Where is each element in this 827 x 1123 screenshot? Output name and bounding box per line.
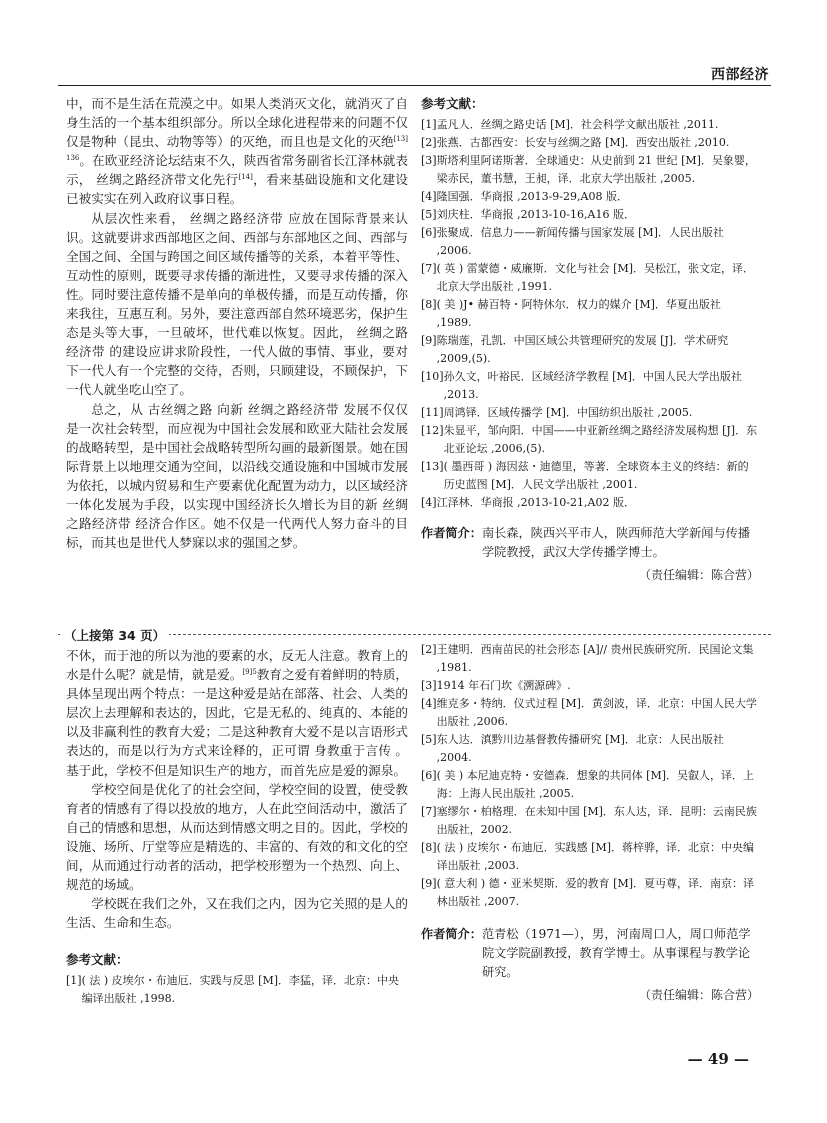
reference-text: 周鸿铎．区域传播学 [M]．中国纺织出版社 ,2005. [443, 406, 693, 419]
references-title: 参考文献： [421, 96, 484, 111]
reference-list-bottom-right [421, 641, 759, 911]
editor-credit: （责任编辑：陈合营） [638, 568, 759, 582]
reference-number: [7] [421, 805, 437, 818]
reference-text: 朱显平，邹向阳．中国——中亚新丝绸之路经济发展构想 [J]．东北亚论坛 ,2006,(5). [443, 424, 758, 455]
paragraph-text: 从层次性来看， 丝绸之路经济带 应放在国际背景来认识。这就要讲求西部地区之间、西部与东部地区之间、西部与全国之间、全国与跨国之间区域传播等的关系，本着平等性、互动性的原则，既要寻求传播的渐进性，又要寻求传播的深入性。同时要注意传播不是单向的单极传播，而是互动传播，你来我往，互惠互利。另外，要注意西部自然环境恶劣，保护生态是头等大事，一旦破坏，世代难以恢复。因此， 丝绸之路经济带 的建设应讲求阶段性，一代人做的事情、事业，要对下一代人有一个完整的交待，否则，只顾建设，不顾保护，下一代人就坐吃山空了。 [66, 210, 408, 398]
citation-superscript: [14] [238, 173, 253, 182]
reference-item [421, 134, 759, 152]
article-body-bottom [66, 646, 408, 1008]
reference-number: [1] [66, 974, 82, 988]
reference-number: [3] [421, 679, 437, 692]
reference-text: ( 墨西哥 ) 海因兹・迪德里，等著．全球资本主义的终结：新的历史蓝图 [M]．人民文学出版社 ,2001. [443, 460, 749, 491]
reference-text: ( 法 ) 皮埃尔・布迪厄．实践感 [M]．蒋梓骅，译．北京：中央编译出版社 ,2003. [436, 841, 755, 872]
reference-number: [9] [421, 877, 437, 890]
reference-text: 张聚成．信息力——新闻传播与国家发展 [M]．人民出版社 ,2006. [436, 226, 724, 257]
paragraph [66, 646, 408, 780]
reference-number: [2] [421, 643, 437, 656]
paragraph [66, 780, 408, 895]
reference-text: 斯塔利里阿诺斯著．全球通史：从史前到 21 世纪 [M]．吴象婴，梁赤民，董书慧，王昶，译．北京大学出版社 ,2005. [436, 154, 756, 185]
reference-item [421, 368, 759, 404]
reference-number: [4] [421, 496, 437, 509]
references-top [421, 94, 759, 583]
reference-item [421, 404, 759, 422]
reference-number: [8] [421, 298, 437, 311]
reference-text: 塞缪尔・柏格理．在未知中国 [M]．东人达，译．昆明：云南民族出版社，2002. [436, 805, 757, 836]
journal-name: 西部经济 [711, 67, 769, 83]
reference-item [66, 972, 408, 1008]
references-title-bottom: 参考文献： [66, 952, 129, 968]
reference-list-bottom-left [66, 972, 408, 1008]
reference-number: [8] [421, 841, 437, 854]
citation-superscript: [9]5 [242, 668, 257, 677]
reference-item [421, 494, 759, 512]
paragraph-text: 中，而不是生活在荒漠之中。如果人类消灭文化，就消灭了自身生活的一个基本组织部分。所以全球化进程带来的问题不仅仅是物种（昆虫、动物等等）的灭绝，而且也是文化的灭绝 [66, 96, 408, 150]
bottom-body-text [66, 646, 408, 932]
author-info [421, 524, 759, 562]
paragraph [66, 94, 408, 209]
reference-number: [3] [421, 154, 437, 167]
reference-text: 隆国强．华商报 ,2013-9-29,A08 版． [436, 190, 628, 203]
page-number: — 49 — [687, 1050, 749, 1068]
reference-number: [5] [421, 208, 437, 221]
reference-item [421, 188, 759, 206]
reference-number: [6] [421, 769, 437, 782]
paragraph [66, 400, 408, 553]
reference-text: 江泽林．华商报 ,2013-10-21,A02 版． [436, 496, 635, 509]
reference-item [421, 206, 759, 224]
paragraph-text: 总之，从 古丝绸之路 向新 丝绸之路经济带 发展不仅仅是一次社会转型，而应视为中国社会发展和欧亚大陆社会发展的战略转型，是中国社会战略转型所勾画的最新图景。她在国际背景上以地理交通为空间，以沿线交通设施和中国城市发展为依托，以城内贸易和生产要素优化配置为动力，以区域经济一体化发展为手段，以实现中国经济长久增长为目的新 丝绸之路经济带 经济合作区。她不仅是一代两代人努力奋斗的目标，而其也是世代人梦寐以求的强国之梦。 [66, 401, 408, 551]
reference-item [421, 875, 759, 911]
reference-number: [4] [421, 190, 437, 203]
reference-number: [13] [421, 460, 444, 473]
paragraph-text: 不休，而于池的所以为池的要素的水，反无人注意。教育上的水是什么呢？就是情，就是爱。 [66, 648, 408, 683]
reference-text: 1914 年石门坎《溯源碑》. [436, 679, 571, 692]
paragraph-text: 学校既在我们之外，又在我们之内，因为它关照的是人的生活、生命和生态。 [66, 896, 408, 931]
reference-text: 王建明．西南苗民的社会形态 [A]// 贵州民族研究所．民国论文集 ,1981. [436, 643, 754, 674]
reference-text: 张燕．古都西安：长安与丝绸之路 [M]．西安出版社 ,2010. [436, 136, 730, 149]
reference-item [421, 116, 759, 134]
continuation-label: （上接第 34 页） [60, 626, 169, 644]
reference-item [421, 152, 759, 188]
author-text-bottom: 范青松（1971—），男，河南周口人，周口师范学院文学院副教授，教育学博士。从事课程与教学论研究。 [481, 927, 751, 979]
reference-text: ( 美 ) 本尼迪克特・安德森．想象的共同体 [M]．吴叡人，译．上海：上海人民出版社 ,2005. [436, 769, 755, 800]
editor-credit-bottom: （责任编辑：陈合营） [638, 988, 759, 1002]
reference-text: 孟凡人．丝绸之路史话 [M]．社会科学文献出版社 ,2011. [436, 118, 719, 131]
reference-item [421, 224, 759, 260]
paragraph-text: 教育之爱有着鲜明的特质，具体呈现出两个特点：一是这种爱是站在部落、社会、人类的层次上去理解和表达的，因此，它是无私的、纯真的、本能的以及非赢利性的教育大爱；二是这种教育大爱不是以言语形式表达的，而是以行为方式来诠释的，正可谓 身教重于言传 。基于此，学校不但是知识生产的地方，而首先应是爱的源泉。 [66, 667, 409, 778]
reference-number: [1] [421, 118, 437, 131]
reference-number: [10] [421, 370, 444, 383]
reference-item [421, 731, 759, 767]
paragraph [66, 209, 408, 400]
author-info-bottom [421, 925, 759, 982]
author-text: 南长森，陕西兴平市人，陕西师范大学新闻与传播学院教授，武汉大学传播学博士。 [481, 526, 751, 559]
reference-text: ( 法 ) 皮埃尔・布迪厄．实践与反思 [M]．李猛，译．北京：中央编译出版社 ,1998. [81, 974, 400, 1006]
reference-item [421, 332, 759, 368]
reference-text: ( 英 ) 雷蒙德・威廉斯．文化与社会 [M]．吴松江，张文定，译．北京大学出版社 ,1991. [436, 262, 755, 293]
reference-number: [4] [421, 697, 437, 710]
reference-list [421, 116, 759, 512]
reference-text: 东人达．滇黔川边基督教传播研究 [M]．北京：人民出版社 ,2004. [436, 733, 724, 764]
reference-text: 刘庆柱．华商报 ,2013-10-16,A16 版． [436, 208, 635, 221]
paragraph-text: ，看来基础设施和文化建设已被实实在列入政府议事日程。 [66, 172, 408, 207]
references-bottom-right [421, 641, 759, 1003]
reference-text: 陈瑞莲，孔凯．中国区域公共管理研究的发展 [J]．学术研究 ,2009,(5). [436, 334, 729, 365]
reference-text: ( 意大利 ) 德・亚米契斯．爱的教育 [M]．夏丏尊，译．南京：译林出版社 ,2007. [436, 877, 755, 908]
article-body-top [66, 94, 408, 552]
reference-number: [5] [421, 733, 437, 746]
reference-text: 维克多・特纳．仪式过程 [M]．黄剑波，译．北京：中国人民大学出版社 ,2006. [436, 697, 757, 728]
reference-item [421, 767, 759, 803]
reference-item [421, 839, 759, 875]
reference-item [421, 422, 759, 458]
paragraph-text: 学校空间是优化了的社会空间，学校空间的设置，使受教育者的情感有了得以投放的地方，人在此空间活动中，激活了自己的情感和思想，从而达到情感文明之目的。因此，学校的设施、场所、厅堂等应是精选的、丰富的、有效的和文化的空间，从而通过行动者的活动，把学校形塑为一个热烈、向上、规范的场域。 [66, 781, 408, 893]
reference-item [421, 695, 759, 731]
reference-item [421, 641, 759, 677]
reference-item [421, 296, 759, 332]
reference-number: [2] [421, 136, 437, 149]
paragraph [66, 894, 408, 932]
reference-item [421, 803, 759, 839]
reference-text: ( 美 )J• 赫百特・阿特休尔．权力的媒介 [M]．华夏出版社 ,1989. [436, 298, 721, 329]
reference-number: [11] [421, 406, 444, 419]
author-label: 作者简介： [421, 526, 482, 540]
author-label-bottom: 作者简介： [421, 927, 482, 941]
paragraph-text: 。在欧亚经济论坛结束不久，陕西省常务副省长江泽林就表示， 丝绸之路经济带文化先行 [66, 153, 408, 188]
reference-item [421, 260, 759, 296]
reference-item [421, 458, 759, 494]
reference-item [421, 677, 759, 695]
header-rule [58, 85, 771, 86]
reference-number: [12] [421, 424, 444, 437]
reference-number: [7] [421, 262, 437, 275]
reference-number: [6] [421, 226, 437, 239]
reference-text: 孙久文，叶裕民．区域经济学教程 [M]．中国人民大学出版社 ,2013. [443, 370, 742, 401]
reference-number: [9] [421, 334, 437, 347]
citation-superscript: [13]136 [66, 135, 408, 163]
